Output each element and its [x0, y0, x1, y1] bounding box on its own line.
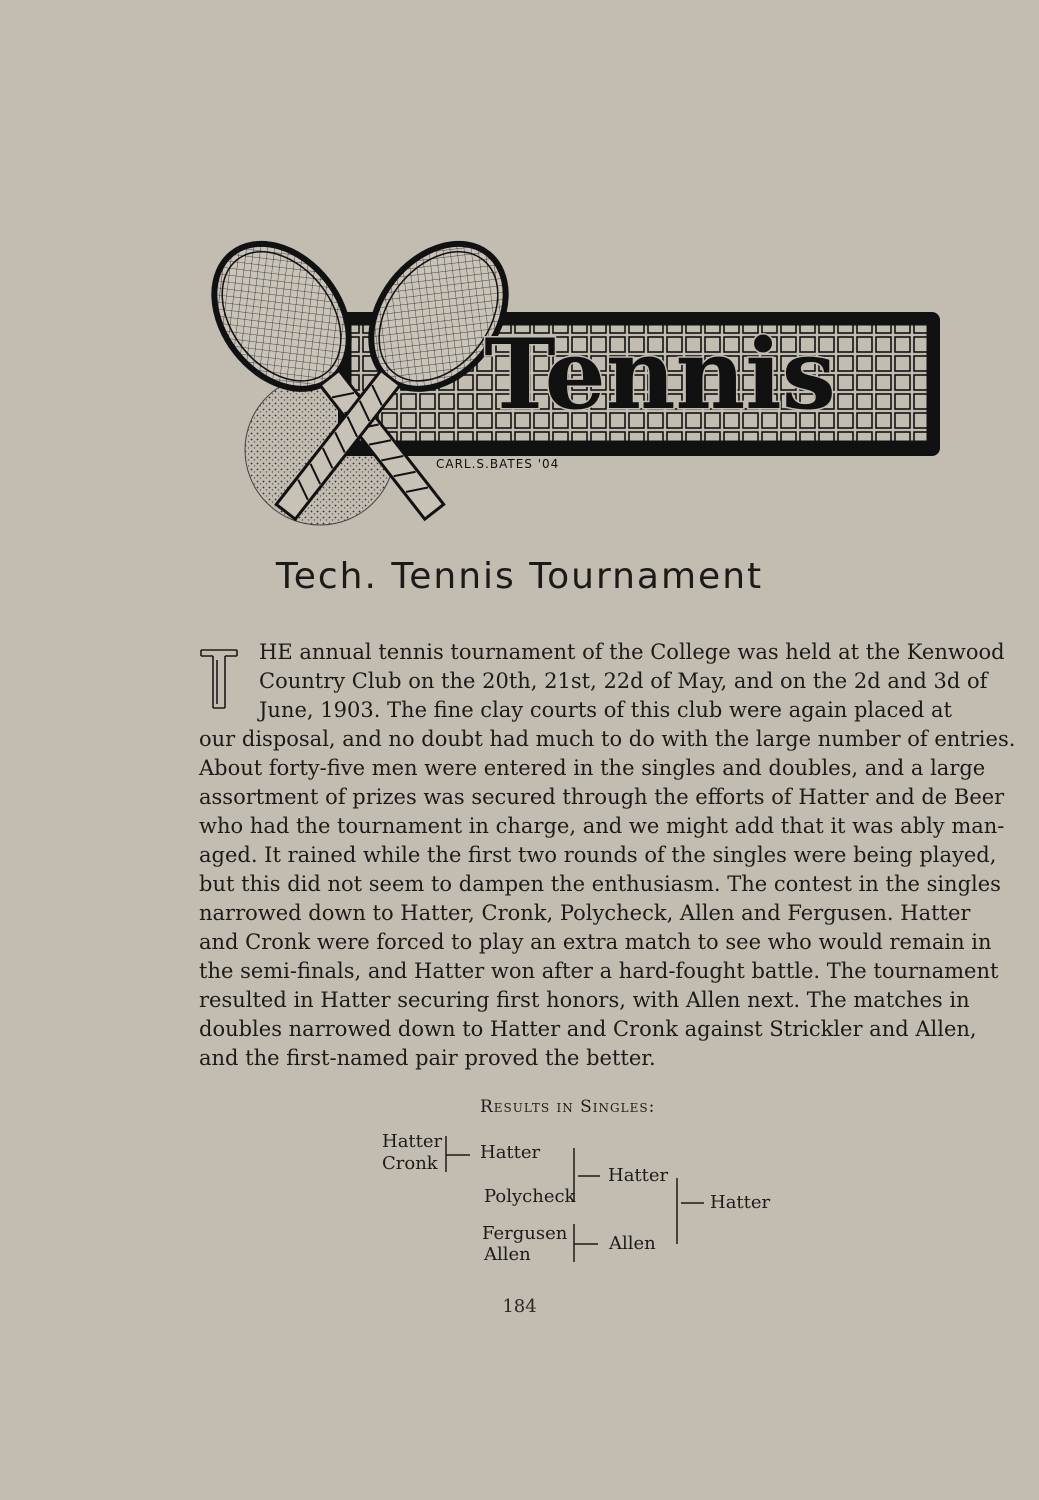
- article-line: resulted in Hatter securing first honors, with Allen next. The matches in: [199, 988, 970, 1012]
- bracket-entry: Allen: [484, 1244, 531, 1265]
- article-line: HE annual tennis tournament of the College was held at the Kenwood: [259, 640, 1005, 664]
- bracket-entry: Cronk: [382, 1153, 438, 1174]
- article-line: who had the tournament in charge, and we might add that it was ably man-: [199, 814, 1005, 838]
- article-line: the semi-finals, and Hatter won after a hard-fought battle. The tournament: [199, 959, 999, 983]
- bracket-entry: Fergusen: [482, 1223, 568, 1244]
- article-line: doubles narrowed down to Hatter and Cronk against Strickler and Allen,: [199, 1017, 977, 1041]
- article-line: and the first-named pair proved the better.: [199, 1046, 656, 1070]
- artist-signature: CARL.S.BATES '04: [436, 457, 560, 471]
- results-heading: Results in Singles:: [480, 1097, 656, 1117]
- article-line: our disposal, and no doubt had much to do with the large number of entries.: [199, 727, 1016, 751]
- bracket-entry: Hatter: [480, 1142, 541, 1163]
- article-line: Country Club on the 20th, 21st, 22d of May, and on the 2d and 3d of: [259, 669, 988, 693]
- article-line: and Cronk were forced to play an extra match to see who would remain in: [199, 930, 992, 954]
- article-line: About forty-five men were entered in the singles and doubles, and a large: [199, 756, 986, 780]
- bracket-winner: Hatter: [710, 1192, 771, 1213]
- page-number: 184: [502, 1296, 537, 1317]
- article-line: narrowed down to Hatter, Cronk, Polycheck, Allen and Fergusen. Hatter: [199, 901, 971, 925]
- bracket-entry: Hatter: [608, 1165, 669, 1186]
- article-line: aged. It rained while the first two rounds of the singles were being played,: [199, 843, 997, 867]
- article-line: June, 1903. The fine clay courts of this club were again placed at: [259, 698, 952, 722]
- article-line: assortment of prizes was secured through the efforts of Hatter and de Beer: [199, 785, 1005, 809]
- bracket-entry: Hatter: [382, 1131, 443, 1152]
- bracket-entry: Polycheck: [484, 1186, 576, 1207]
- banner-word: Tennis: [484, 318, 836, 431]
- article-line: but this did not seem to dampen the enthusiasm. The contest in the singles: [199, 872, 1001, 896]
- page-title: Tech. Tennis Tournament: [275, 556, 764, 597]
- bracket-entry: Allen: [609, 1233, 656, 1254]
